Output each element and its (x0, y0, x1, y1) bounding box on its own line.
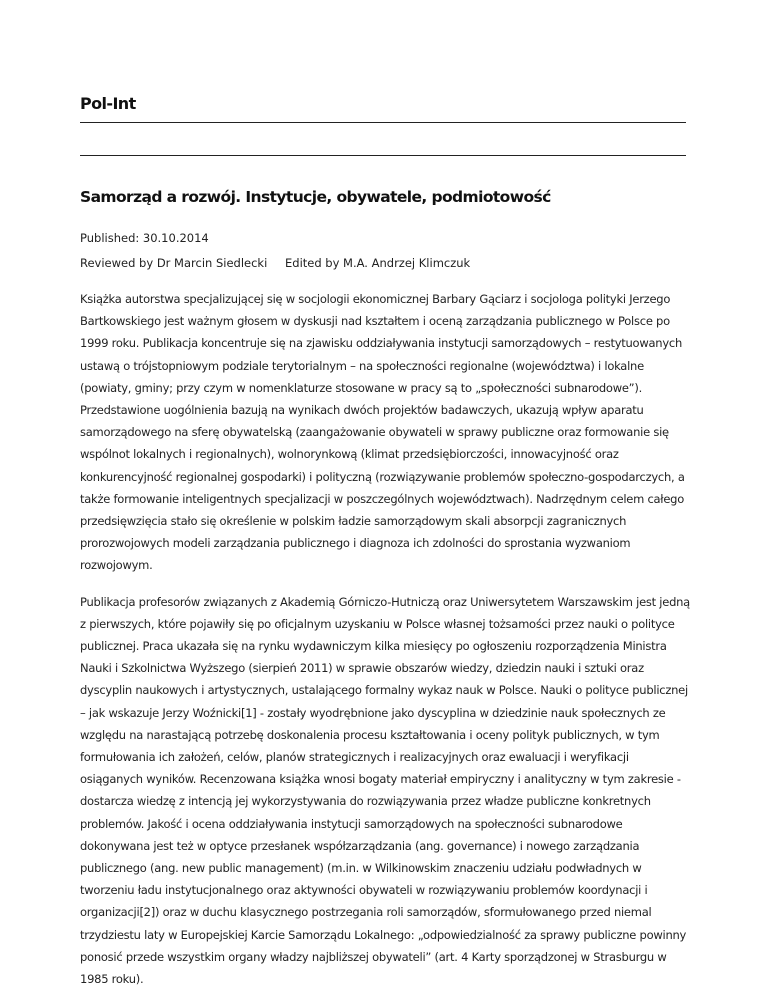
reviewer-credit: Reviewed by Dr Marcin Siedlecki (80, 256, 268, 270)
credits-row (80, 256, 471, 270)
published-date: Published: 30.10.2014 (80, 231, 209, 245)
article-body (80, 288, 690, 1004)
editor-credit: Edited by M.A. Andrzej Klimczuk (285, 256, 471, 270)
header-divider-top (80, 122, 686, 123)
article-paragraph: Publikacja profesorów związanych z Akademią Górniczo-Hutniczą oraz Uniwersytetem Warszawskim jest jedną z pierwszych, które pojawiły się po oficjalnym uzyskaniu w Polsce własnej tożsamości przez nauki o polityce publicznej. Praca ukazała się na rynku wydawniczym kilka miesięcy po ogłoszeniu rozporządzenia Ministra Nauki i Szkolnictwa Wyższego (sierpień 2011) w sprawie obszarów wiedzy, dziedzin nauki i sztuki oraz dyscyplin naukowych i artystycznych, ustalającego formalny wykaz nauk w Polsce. Nauki o polityce publicznej – jak wskazuje Jerzy Woźnicki[1] - zostały wyodrębnione jako dyscyplina w dziedzinie nauk społecznych ze względu na narastającą potrzebę doskonalenia procesu kształtowania i oceny polityk publicznych, w tym formułowania ich założeń, celów, planów strategicznych i realizacyjnych oraz ewaluacji i weryfikacji osiąganych wyników. Recenzowana książka wnosi bogaty materiał empiryczny i analityczny w tym zakresie - dostarcza wiedzę z intencją jej wykorzystywania do rozwiązywania przez władze publiczne konkretnych problemów. Jakość i ocena oddziaływania instytucji samorządowych na społeczności subnarodowe dokonywana jest też w optyce przesłanek współzarządzania (ang. governance) i nowego zarządzania publicznego (ang. new public management) (m.in. w Wilkinowskim znaczeniu udziału podwładnych w tworzeniu ładu instytucjonalnego oraz aktywności obywateli w rozwiązywaniu problemów koordynacji i organizacji[2]) oraz w duchu klasycznego postrzegania roli samorządów, sformułowanego przed niemal trzydziestu laty w Europejskiej Karcie Samorządu Lokalnego: „odpowiedzialność za sprawy publiczne powinny ponosić przede wszystkim organy władzy najbliższej obywateli” (art. 4 Karty sporządzonej w Strasburgu w 1985 roku). (80, 594, 690, 987)
article-title: Samorząd a rozwój. Instytucje, obywatele, podmiotowość (80, 188, 551, 206)
site-title[interactable]: Pol-Int (80, 94, 136, 113)
article-paragraph: Książka autorstwa specjalizującej się w socjologii ekonomicznej Barbary Gąciarz i socjologa polityki Jerzego Bartkowskiego jest ważnym głosem w dyskusji nad kształtem i oceną zarządzania publicznego w Polsce po 1999 roku. Publikacja koncentruje się na zjawisku oddziaływania instytucji samorządowych – restytuowanych ustawą o trójstopniowym podziale terytorialnym – na społeczności regionalne (województwa) i lokalne (powiaty, gminy; przy czym w nomenklaturze stosowane w pracy są to „społeczności subnarodowe”). Przedstawione uogólnienia bazują na wynikach dwóch projektów badawczych, ukazują wpływ aparatu samorządowego na sferę obywatelską (zaangażowanie obywateli w sprawy publiczne oraz formowanie się wspólnot lokalnych i regionalnych), wolnorynkową (klimat przedsiębiorczości, innowacyjność oraz konkurencyjność regionalnej gospodarki) i polityczną (rozwiązywanie problemów społeczno-gospodarczych, a także formowanie inteligentnych specjalizacji w poszczególnych województwach). Nadrzędnym celem całego przedsięwzięcia stało się określenie w polskim ładzie samorządowym skali absorpcji zagranicznych prorozwojowych modeli zarządzania publicznego i diagnoza ich zdolności do sprostania wyzwaniom rozwojowym. (80, 292, 685, 573)
header-divider-bottom (80, 155, 686, 156)
